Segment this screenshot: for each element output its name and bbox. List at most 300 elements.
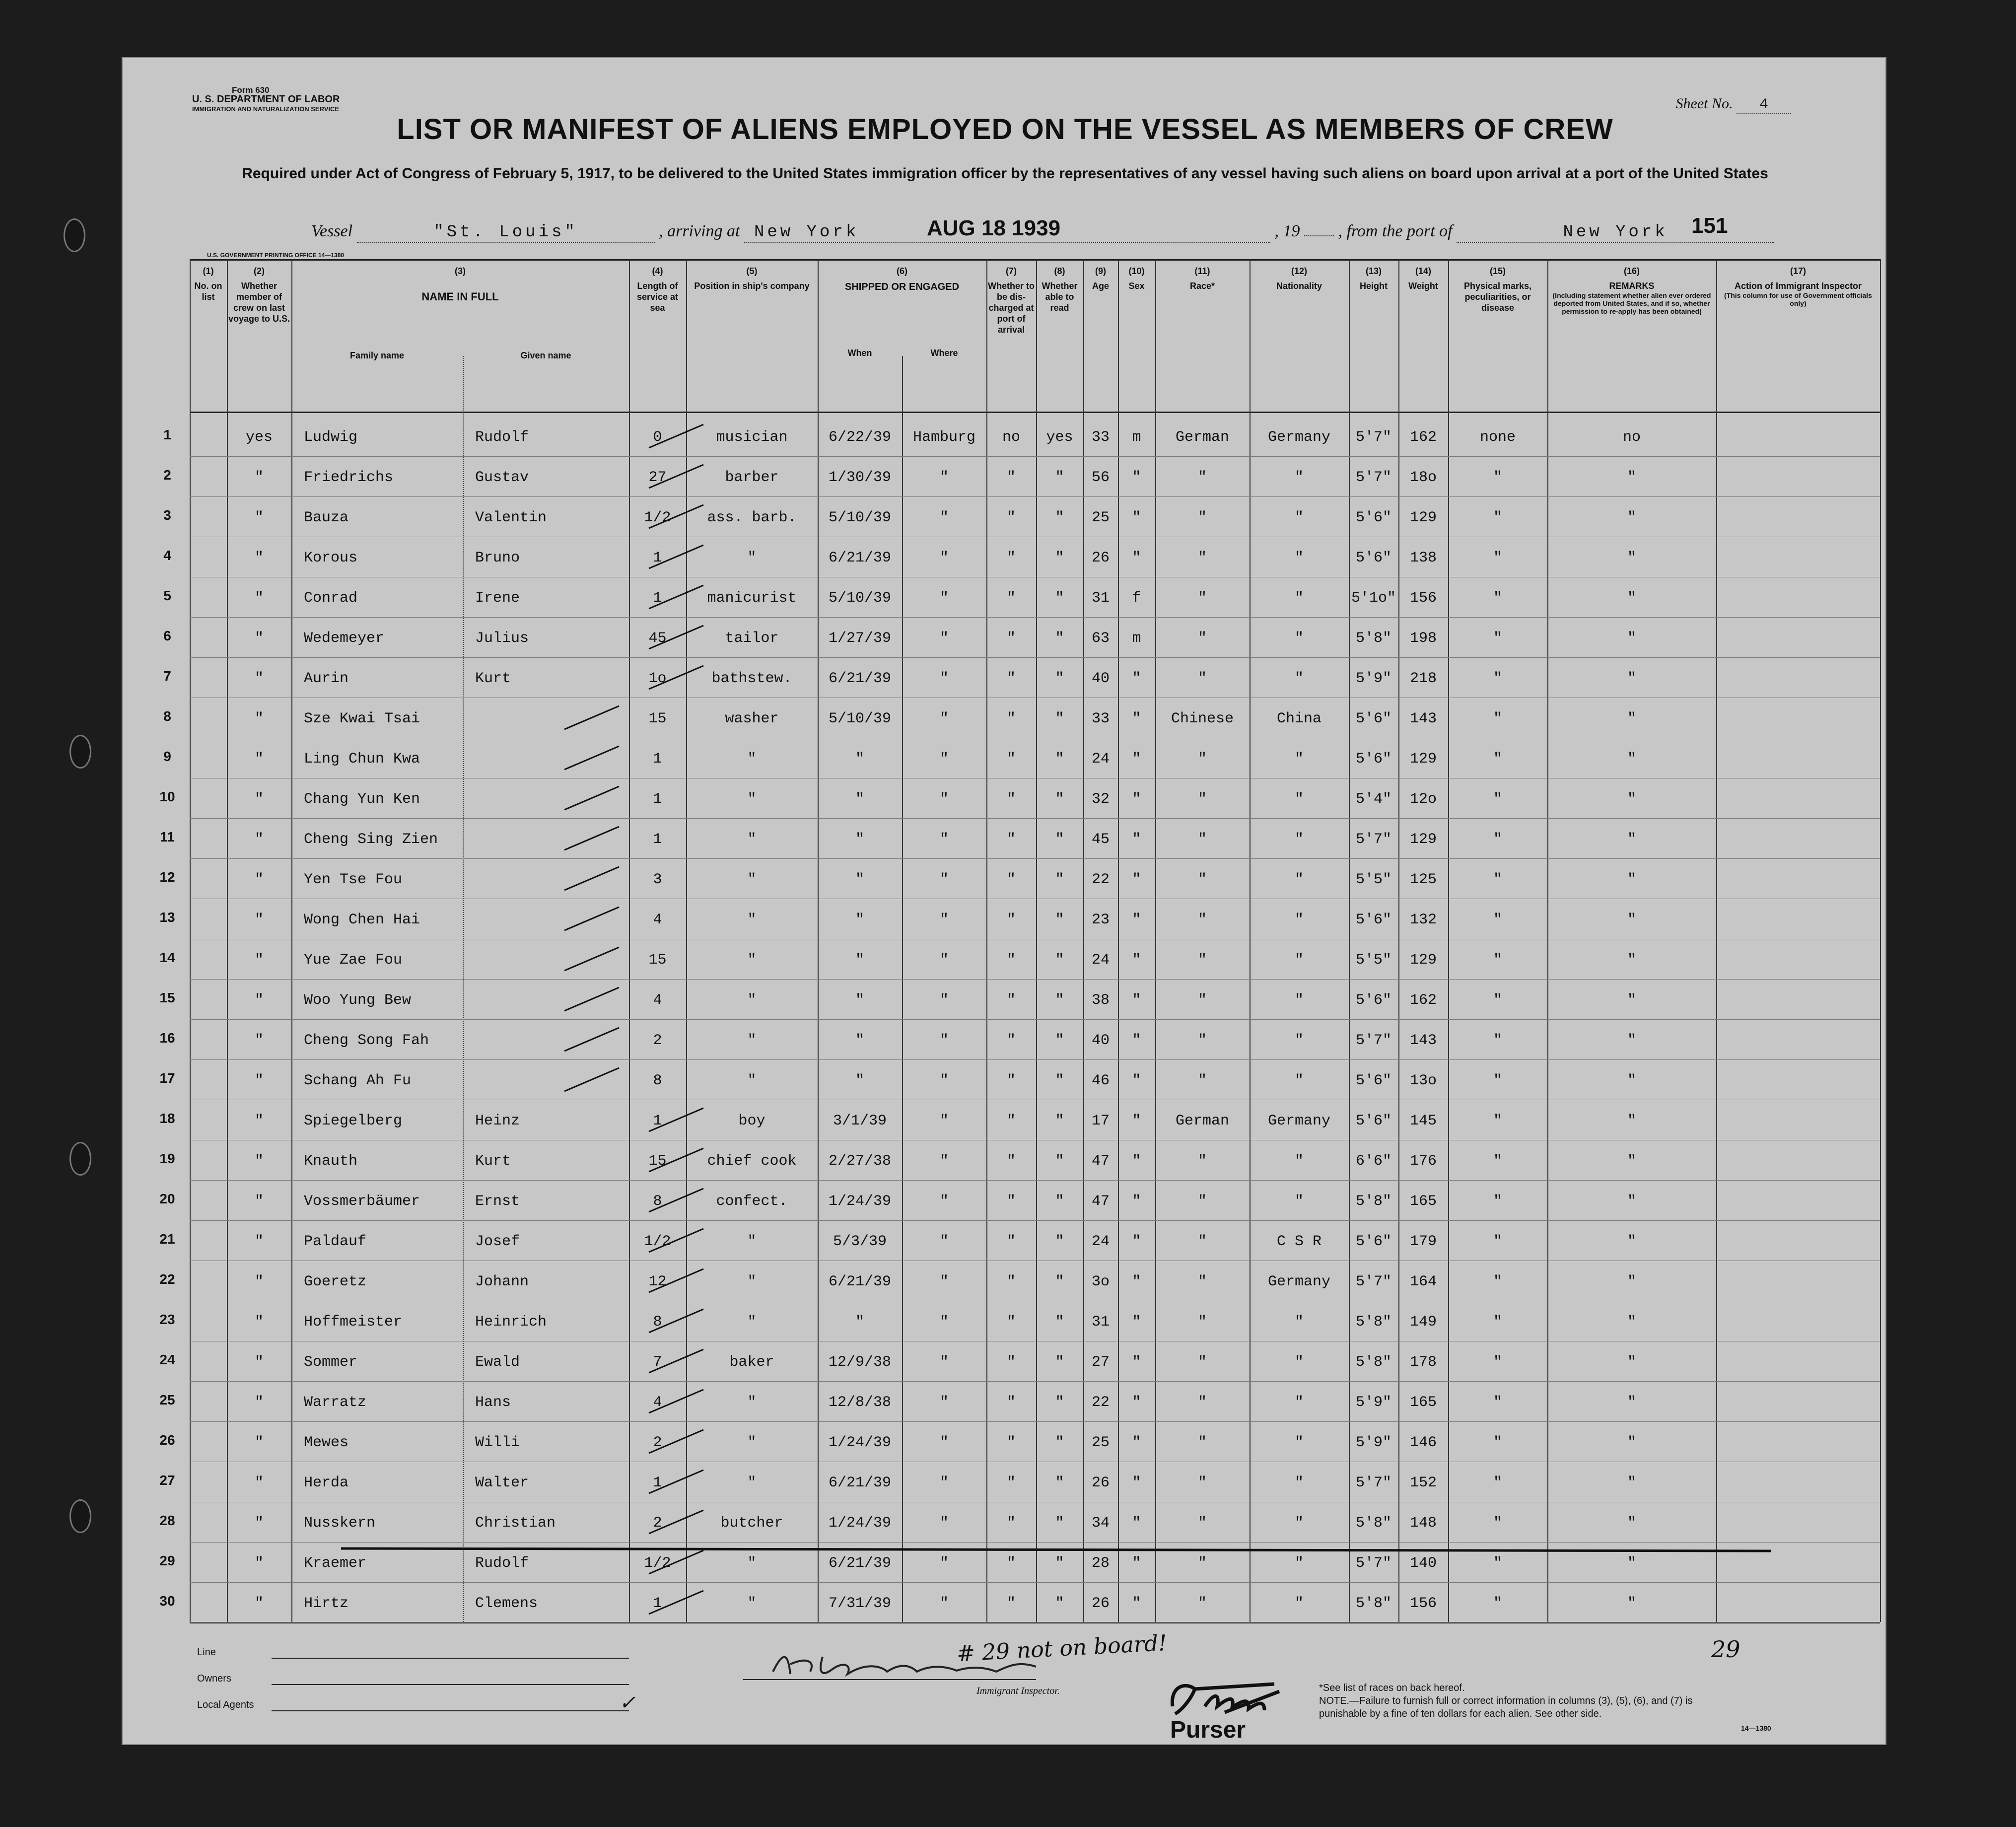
cell-when: "	[855, 751, 864, 768]
cell-family: Vossmerbäumer	[304, 1193, 420, 1210]
cell-disch: "	[1006, 1595, 1016, 1612]
cell-where: "	[939, 509, 949, 526]
cell-sex: m	[1132, 630, 1141, 647]
cell-nat: China	[1276, 710, 1321, 727]
cell-height: 5'6"	[1355, 1072, 1391, 1089]
cell-height: 5'6"	[1355, 509, 1391, 526]
check-mark	[559, 702, 624, 732]
cell-marks: "	[1493, 1354, 1502, 1371]
cell-age: 40	[1091, 1032, 1110, 1049]
purser-label: Purser	[1170, 1717, 1246, 1743]
cell-race: "	[1197, 791, 1207, 808]
row-rule	[190, 1421, 1880, 1422]
cell-weight: 179	[1409, 1233, 1437, 1250]
cell-race: "	[1197, 751, 1207, 768]
cell-marks: "	[1493, 469, 1502, 486]
cell-age: 24	[1091, 952, 1110, 969]
cell-race: "	[1197, 1072, 1207, 1089]
cell-sex: "	[1132, 1354, 1141, 1371]
cell-disch: "	[1006, 469, 1016, 486]
cell-height: 5'6"	[1355, 550, 1391, 566]
check-mark	[559, 863, 624, 893]
cell-service: 1	[653, 751, 662, 768]
cell-sex: "	[1132, 1555, 1141, 1572]
year-label: , 19	[1274, 222, 1300, 240]
cell-position: "	[747, 751, 757, 768]
cell-nat: "	[1294, 751, 1304, 768]
cell-sex: "	[1132, 992, 1141, 1009]
cell-age: 38	[1091, 992, 1110, 1009]
cell-sex: "	[1132, 791, 1141, 808]
cell-remarks: "	[1627, 550, 1636, 566]
cell-height: 5'7"	[1355, 1475, 1391, 1491]
cell-height: 5'9"	[1355, 670, 1391, 687]
row-number: 1	[163, 427, 171, 442]
cell-sex: "	[1132, 831, 1141, 848]
cell-where: "	[939, 1193, 949, 1210]
cell-where: "	[939, 1113, 949, 1129]
cell-when: "	[855, 791, 864, 808]
cell-nat: "	[1294, 871, 1304, 888]
cell-marks: "	[1493, 509, 1502, 526]
cell-race: "	[1197, 1233, 1207, 1250]
cell-disch: "	[1006, 1113, 1016, 1129]
cell-position: "	[747, 912, 757, 928]
cell-weight: 176	[1409, 1153, 1437, 1170]
cell-disch: "	[1006, 791, 1016, 808]
cell-marks: "	[1493, 1113, 1502, 1129]
cell-service: 8	[653, 1193, 662, 1210]
cell-read: "	[1055, 469, 1064, 486]
cell-remarks: "	[1627, 1233, 1636, 1250]
cell-sex: "	[1132, 751, 1141, 768]
cell-sex: "	[1132, 710, 1141, 727]
cell-position: "	[747, 1475, 757, 1491]
cell-position: manicurist	[707, 590, 797, 607]
form-header	[192, 85, 340, 114]
cell-race: "	[1197, 1314, 1207, 1331]
cell-service: 0	[653, 429, 662, 446]
cell-marks: "	[1493, 590, 1502, 607]
cell-race: German	[1175, 1113, 1230, 1129]
cell-nat: "	[1294, 791, 1304, 808]
cell-position: washer	[725, 710, 779, 727]
cell-sex: "	[1132, 952, 1141, 969]
cell-read: "	[1055, 791, 1064, 808]
cell-service: 4	[653, 1394, 662, 1411]
cell-age: 23	[1091, 912, 1110, 928]
cell-height: 5'8"	[1355, 1314, 1391, 1331]
cell-weight: 145	[1409, 1113, 1437, 1129]
cell-where: "	[939, 1032, 949, 1049]
row-number: 30	[159, 1593, 175, 1609]
col-header-physical-marks: (15) Physical marks, peculiarities, or disease	[1463, 266, 1532, 313]
cell-where: "	[939, 1555, 949, 1572]
cell-nat: "	[1294, 1153, 1304, 1170]
from-label: , from the port of	[1338, 222, 1453, 240]
cell-service: 7	[653, 1354, 662, 1371]
cell-marks: "	[1493, 1515, 1502, 1532]
cell-given: Bruno	[475, 550, 520, 566]
row-number: 20	[159, 1191, 175, 1206]
cell-marks: "	[1493, 1314, 1502, 1331]
cell-height: 5'7"	[1355, 1273, 1391, 1290]
cell-family: Korous	[304, 550, 358, 566]
cell-weight: 198	[1409, 630, 1437, 647]
cell-given: Hans	[475, 1394, 511, 1411]
cell-weight: 132	[1409, 912, 1437, 928]
column-divider	[291, 259, 292, 1622]
cell-where: "	[939, 1434, 949, 1451]
col-header-crew-last-voyage: (2) Whether member of crew on last voyage to U.S.	[228, 266, 290, 324]
cell-family: Wedemeyer	[304, 630, 385, 647]
cell-family: Nusskern	[304, 1515, 376, 1532]
cell-read: "	[1055, 751, 1064, 768]
cell-crew: "	[254, 1072, 264, 1089]
cell-disch: "	[1006, 1555, 1016, 1572]
cell-service: 1	[653, 1113, 662, 1129]
col-header-name: (3) NAME IN FULL Family name Given name	[291, 266, 629, 410]
cell-age: 25	[1091, 1434, 1110, 1451]
cell-where: "	[939, 992, 949, 1009]
cell-weight: 129	[1409, 751, 1437, 768]
cell-disch: "	[1006, 550, 1016, 566]
line-label: Line	[197, 1647, 216, 1658]
cell-where: "	[939, 751, 949, 768]
check-mark	[559, 984, 624, 1013]
cell-weight: 129	[1409, 831, 1437, 848]
cell-where: "	[939, 1314, 949, 1331]
cell-where: "	[939, 831, 949, 848]
cell-crew: "	[254, 751, 264, 768]
cell-when: "	[855, 1072, 864, 1089]
cell-height: 5'7"	[1355, 1032, 1391, 1049]
arrival-date-stamp: AUG 18 1939	[927, 216, 1061, 240]
cell-crew: "	[254, 831, 264, 848]
row-number: 14	[159, 950, 175, 965]
cell-family: Cheng Song Fah	[304, 1032, 429, 1049]
footnote	[1319, 1682, 1731, 1720]
cell-disch: "	[1006, 1475, 1016, 1491]
cell-race: "	[1197, 670, 1207, 687]
cell-race: "	[1197, 992, 1207, 1009]
vessel-name: "St. Louis"	[357, 223, 655, 243]
cell-where: "	[939, 590, 949, 607]
cell-nat: "	[1294, 1072, 1304, 1089]
row-rule	[190, 979, 1880, 980]
cell-service: 15	[648, 952, 667, 969]
cell-weight: 146	[1409, 1434, 1437, 1451]
cell-given: Heinrich	[475, 1314, 547, 1331]
check-mark	[644, 421, 708, 450]
cell-marks: "	[1493, 1193, 1502, 1210]
cell-given: Clemens	[475, 1595, 538, 1612]
cell-remarks: "	[1627, 1153, 1636, 1170]
form-code: 14—1380	[1741, 1724, 1771, 1732]
line-blank	[272, 1658, 629, 1659]
row-rule	[190, 1019, 1880, 1020]
row-number: 24	[159, 1352, 175, 1367]
cell-remarks: "	[1627, 992, 1636, 1009]
row-rule	[190, 456, 1880, 457]
cell-marks: "	[1493, 550, 1502, 566]
row-number: 2	[163, 467, 171, 483]
cell-weight: 164	[1409, 1273, 1437, 1290]
cell-weight: 152	[1409, 1475, 1437, 1491]
cell-service: 27	[648, 469, 667, 486]
cell-remarks: "	[1627, 1072, 1636, 1089]
cell-when: 1/24/39	[828, 1434, 892, 1451]
cell-crew: "	[254, 630, 264, 647]
cell-marks: "	[1493, 751, 1502, 768]
cell-disch: no	[1002, 429, 1020, 446]
row-number: 25	[159, 1392, 175, 1407]
cell-height: 5'5"	[1355, 952, 1391, 969]
cell-age: 46	[1091, 1072, 1110, 1089]
cell-weight: 165	[1409, 1394, 1437, 1411]
row-number: 7	[163, 668, 171, 684]
cell-race: "	[1197, 1595, 1207, 1612]
cell-weight: 129	[1409, 509, 1437, 526]
cell-race: "	[1197, 952, 1207, 969]
cell-position: ass. barb.	[707, 509, 797, 526]
cell-remarks: "	[1627, 871, 1636, 888]
cell-crew: yes	[245, 429, 273, 446]
cell-service: 12	[648, 1273, 667, 1290]
cell-family: Friedrichs	[304, 469, 394, 486]
cell-disch: "	[1006, 1394, 1016, 1411]
cell-remarks: "	[1627, 1354, 1636, 1371]
cell-when: 5/3/39	[833, 1233, 887, 1250]
row-number: 15	[159, 990, 175, 1005]
cell-when: "	[855, 1032, 864, 1049]
cell-service: 8	[653, 1072, 662, 1089]
cell-where: Hamburg	[912, 429, 976, 446]
cell-position: musician	[716, 429, 788, 446]
cell-age: 27	[1091, 1354, 1110, 1371]
cell-age: 45	[1091, 831, 1110, 848]
row-number: 26	[159, 1432, 175, 1448]
col-header-where: Where	[930, 348, 958, 358]
cell-disch: "	[1006, 952, 1016, 969]
check-mark	[559, 1064, 624, 1094]
cell-marks: "	[1493, 670, 1502, 687]
cell-family: Warratz	[304, 1394, 367, 1411]
cell-race: "	[1197, 509, 1207, 526]
cell-position: "	[747, 1394, 757, 1411]
row-rule	[190, 818, 1880, 819]
cell-disch: "	[1006, 1153, 1016, 1170]
cell-marks: "	[1493, 831, 1502, 848]
cell-nat: "	[1294, 831, 1304, 848]
cell-remarks: no	[1622, 429, 1641, 446]
cell-race: "	[1197, 630, 1207, 647]
cell-given: Johann	[475, 1273, 529, 1290]
cell-weight: 125	[1409, 871, 1437, 888]
cell-weight: 162	[1409, 429, 1437, 446]
service-name: IMMIGRATION AND NATURALIZATION SERVICE	[192, 105, 340, 113]
cell-disch: "	[1006, 1354, 1016, 1371]
cell-marks: "	[1493, 952, 1502, 969]
cell-family: Ling Chun Kwa	[304, 751, 420, 768]
cell-marks: "	[1493, 1394, 1502, 1411]
column-divider	[629, 259, 630, 1622]
cell-where: "	[939, 912, 949, 928]
cell-when: 5/10/39	[828, 710, 892, 727]
cell-marks: "	[1493, 1475, 1502, 1491]
cell-remarks: "	[1627, 912, 1636, 928]
cell-height: 5'8"	[1355, 1515, 1391, 1532]
row-rule	[190, 1220, 1880, 1221]
cell-given: Valentin	[475, 509, 547, 526]
cell-remarks: "	[1627, 831, 1636, 848]
cell-age: 22	[1091, 871, 1110, 888]
col-header-nationality: (12) Nationality	[1276, 266, 1322, 291]
check-mark	[559, 782, 624, 812]
year-blank	[1304, 235, 1334, 236]
cell-weight: 178	[1409, 1354, 1437, 1371]
cell-family: Woo Yung Bew	[304, 992, 412, 1009]
col-header-family-name: Family name	[349, 351, 405, 360]
cell-service: 8	[653, 1314, 662, 1331]
cell-position: baker	[729, 1354, 774, 1371]
sheet-number-value: 4	[1737, 96, 1791, 114]
handwritten-tick: ✓	[619, 1691, 636, 1714]
cell-remarks: "	[1627, 1032, 1636, 1049]
check-mark	[644, 1345, 708, 1375]
purser-signature	[1165, 1677, 1284, 1721]
cell-when: 2/27/38	[828, 1153, 892, 1170]
cell-crew: "	[254, 1434, 264, 1451]
check-mark	[644, 1185, 708, 1214]
cell-height: 5'7"	[1355, 429, 1391, 446]
cell-nat: "	[1294, 992, 1304, 1009]
col-header-inspector-action: (17) Action of Immigrant Inspector (This column for use of Government officials only)	[1724, 266, 1872, 307]
cell-age: 31	[1091, 590, 1110, 607]
cell-where: "	[939, 1153, 949, 1170]
cell-remarks: "	[1627, 1475, 1636, 1491]
cell-given: Christian	[475, 1515, 556, 1532]
cell-weight: 148	[1409, 1515, 1437, 1532]
cell-when: 1/30/39	[828, 469, 892, 486]
binder-hole	[70, 735, 91, 769]
cell-service: 1	[653, 1595, 662, 1612]
cell-height: 5'8"	[1355, 1193, 1391, 1210]
cell-disch: "	[1006, 751, 1016, 768]
cell-race: "	[1197, 1475, 1207, 1491]
column-divider	[986, 259, 987, 1622]
cell-marks: "	[1493, 1032, 1502, 1049]
races-note: *See list of races on back hereof.	[1319, 1683, 1465, 1693]
column-divider	[1349, 259, 1350, 1622]
cell-position: bathstew.	[711, 670, 792, 687]
check-mark	[559, 1024, 624, 1054]
cell-position: "	[747, 791, 757, 808]
cell-when: 1/24/39	[828, 1193, 892, 1210]
cell-where: "	[939, 1354, 949, 1371]
cell-sex: "	[1132, 1273, 1141, 1290]
cell-where: "	[939, 1394, 949, 1411]
col-header-height: (13) Height	[1360, 266, 1388, 291]
cell-sex: "	[1132, 550, 1141, 566]
cell-given: Kurt	[475, 1153, 511, 1170]
cell-weight: 140	[1409, 1555, 1437, 1572]
check-mark	[644, 541, 708, 571]
cell-nat: "	[1294, 550, 1304, 566]
check-mark	[644, 662, 708, 692]
cell-where: "	[939, 1475, 949, 1491]
strike-through-row-29	[341, 1547, 1771, 1552]
cell-weight: 18o	[1409, 469, 1437, 486]
cell-position: "	[747, 1555, 757, 1572]
cell-race: "	[1197, 1515, 1207, 1532]
cell-position: confect.	[716, 1193, 788, 1210]
cell-crew: "	[254, 1354, 264, 1371]
cell-remarks: "	[1627, 1515, 1636, 1532]
cell-read: "	[1055, 509, 1064, 526]
cell-marks: "	[1493, 630, 1502, 647]
column-divider	[1716, 259, 1717, 1622]
check-mark	[644, 1144, 708, 1174]
cell-marks: "	[1493, 791, 1502, 808]
column-divider	[463, 356, 464, 1622]
cell-crew: "	[254, 1595, 264, 1612]
cell-remarks: "	[1627, 590, 1636, 607]
cell-disch: "	[1006, 831, 1016, 848]
cell-read: "	[1055, 1394, 1064, 1411]
cell-when: "	[855, 992, 864, 1009]
cell-when: 5/10/39	[828, 590, 892, 607]
cell-age: 24	[1091, 751, 1110, 768]
cell-race: "	[1197, 871, 1207, 888]
cell-sex: "	[1132, 1595, 1141, 1612]
cell-where: "	[939, 1273, 949, 1290]
cell-weight: 13o	[1409, 1072, 1437, 1089]
cell-service: 1	[653, 550, 662, 566]
cell-nat: "	[1294, 1394, 1304, 1411]
cell-position: "	[747, 1273, 757, 1290]
cell-age: 47	[1091, 1193, 1110, 1210]
cell-height: 5'6"	[1355, 1113, 1391, 1129]
check-mark	[559, 903, 624, 933]
row-number: 5	[163, 588, 171, 603]
row-rule	[190, 1381, 1880, 1382]
cell-position: "	[747, 831, 757, 848]
cell-nat: Germany	[1267, 429, 1331, 446]
cell-nat: "	[1294, 1434, 1304, 1451]
cell-marks: "	[1493, 912, 1502, 928]
cell-sex: f	[1132, 590, 1141, 607]
cell-read: "	[1055, 1515, 1064, 1532]
cell-marks: "	[1493, 1233, 1502, 1250]
col-header-race: (11) Race*	[1189, 266, 1215, 291]
cell-height: 5'6"	[1355, 912, 1391, 928]
cell-weight: 156	[1409, 1595, 1437, 1612]
cell-remarks: "	[1627, 1595, 1636, 1612]
cell-sex: "	[1132, 1314, 1141, 1331]
form-number: Form 630	[232, 85, 270, 95]
cell-where: "	[939, 1233, 949, 1250]
cell-service: 2	[653, 1032, 662, 1049]
row-rule	[190, 1542, 1880, 1543]
cell-height: 5'8"	[1355, 630, 1391, 647]
cell-height: 5'9"	[1355, 1394, 1391, 1411]
col-header-when: When	[847, 348, 872, 358]
row-number: 23	[159, 1312, 175, 1327]
check-mark	[644, 1104, 708, 1134]
cell-family: Chang Yun Ken	[304, 791, 420, 808]
cell-disch: "	[1006, 871, 1016, 888]
